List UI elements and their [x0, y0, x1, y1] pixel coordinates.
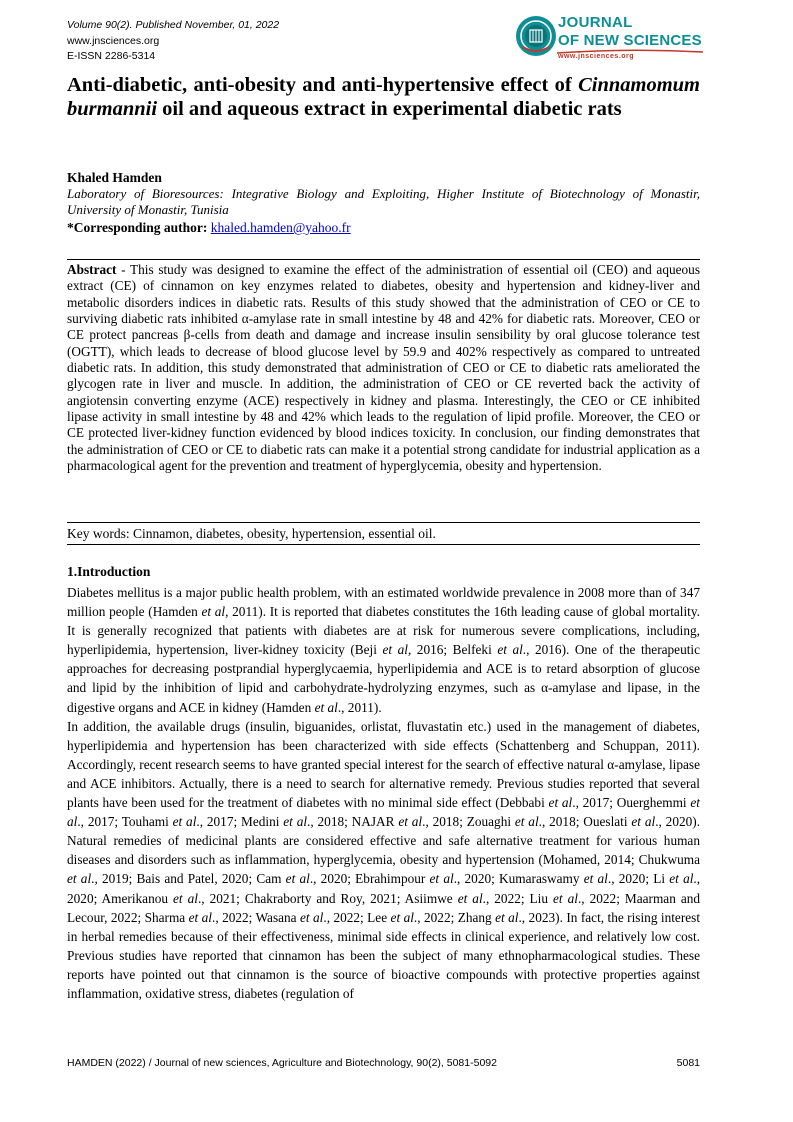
logo-url: www.jnsciences.org — [558, 53, 635, 60]
abstract-label: Abstract — [67, 262, 117, 277]
author-email-link[interactable]: khaled.hamden@yahoo.fr — [210, 220, 351, 235]
paragraph-2: In addition, the available drugs (insulin, biguanides, orlistat, fluvastatin etc.) used in the management of diabetes, hyperlipidemia and hypertension has been characterized with side effects (Schattenberg and Schuppan, 2011). Accordingly, recent research seems to have granted special interest for the search of effective natural α-amylase, lipase and ACE inhibitors. Actually, there is a need to search for alternative remedy. Previous studies reported that several plants have been used for the treatment of diabetes with no minimal side effect (Debbabi et al., 2017; Ouerghemmi et al., 2017; Touhami et al., 2017; Medini et al., 2018; NAJAR et al., 2018; Zouaghi et al., 2018; Oueslati et al., 2020). Natural remedies of medicinal plants are considered effective and safe alternative treatment for various human diseases and disorders such as inflammation, hyperglycemia, obesity and hypertension (Mohamed, 2014; Chukwuma et al., 2019; Bais and Patel, 2020; Cam et al., 2020; Ebrahimpour et al., 2020; Kumaraswamy et al., 2020; Li et al., 2020; Amerikanou et al., 2021; Chakraborty and Roy, 2021; Asiimwe et al., 2022; Liu et al., 2022; Maarman and Lecour, 2022; Sharma et al., 2022; Wasana et al., 2022; Lee et al., 2022; Zhang et al., 2023). In fact, the rising interest in herbal remedies because of their effectiveness, minimal side effects in clinical experience, and relatively low cost. Previous studies have reported that cinnamon has been the subject of many ethnopharmacological studies. These reports have pointed out that cinnamon is the source of bioactive compounds with protective properties against inflammation, oxidative stress, diabetes (regulation of — [67, 718, 701, 1001]
title-part-2: oil and aqueous extract in experimental diabetic rats — [162, 98, 622, 120]
corresponding-label: *Corresponding author: — [67, 220, 208, 235]
journal-seal-icon — [515, 15, 557, 57]
journal-logo — [515, 13, 705, 65]
paper-title — [67, 73, 700, 121]
website-line: www.jnsciences.org — [67, 34, 160, 47]
keywords-bottom-rule — [67, 544, 700, 545]
keywords-text: : Cinnamon, diabetes, obesity, hypertension, essential oil. — [125, 526, 436, 541]
title-species: Cinnamomum burmannii — [67, 74, 701, 120]
logo-line-2: OF NEW SCIENCES — [558, 32, 702, 49]
section-heading: 1.Introduction — [67, 564, 151, 579]
title-part-1: Anti-diabetic, anti-obesity and anti-hypertensive effect of — [67, 74, 572, 96]
paragraph-1: Diabetes mellitus is a major public health problem, with an estimated worldwide prevalence in 2008 more than of 347 million people (Hamden et al, 2011). It is reported that diabetes constitutes the 16th leading cause of global mortality. It is generally recognized that patients with diabetes are at risk for numerous severe complications, including, hyperlipidemia, hypertension, liver-kidney toxicity (Beji et al, 2016; Belfeki et al., 2016). One of the therapeutic approaches for decreasing postprandial hyperglycaemia, hyperlipidemia and ACE is to retard absorption of glucose and lipid by the inhibition of lipid and carbohydrate-hydrolyzing enzymes, such as α-amylase and lipase, in the digestive organs and ACE in kidney (Hamden et al., 2011). — [67, 585, 701, 715]
logo-line-1: JOURNAL — [558, 14, 633, 31]
author-affiliation: Laboratory of Bioresources: Integrative Biology and Exploiting, Higher Institute of Biotechnology of Monastir, University of Monastir, Tunisia — [67, 186, 700, 217]
abstract — [67, 262, 700, 474]
keywords — [67, 526, 436, 542]
page-footer — [67, 1057, 700, 1069]
header-meta — [67, 18, 279, 65]
corresponding-author — [67, 220, 351, 236]
introduction-body — [67, 583, 700, 1003]
issn-line: E-ISSN 2286-5314 — [67, 50, 156, 62]
author-name: Khaled Hamden — [67, 170, 162, 185]
abstract-text: - This study was designed to examine the effect of the administration of essential oil (CEO) and aqueous extract (CE) of cinnamon on key enzymes related to diabetes, obesity and hypertension and kidney-liver and metabolic disorders indices in diabetic rats. Results of this study showed that the administration of CEO or CE to surviving diabetic rats inhibited α-amylase rate in small intestine by 48 and 42% for diabetic rats. Moreover, CEO or CE protect pancreas β-cells from death and damage and increase insulin sensibility by oral glucose tolerance test (OGTT), which leads to decrease of blood glucose level by 59.9 and 402% respectively as compared to untreated diabetic rats. In addition, this study demonstrated that administration of CEO or CE to diabetic rats ameliorated the glycogen rate in liver and muscle. In addition, the administration of CEO or CE reverted back the activity of angiotensin converting enzyme (ACE) respectively in kidney and plasma. Interestingly, the CEO or CE inhibited lipase activity in small intestine by 48 and 42% which leads to the regulation of lipid profile. Moreover, the CEO or CE protected liver-kidney function evidenced by blood indices toxicity. In conclusion, our finding demonstrates that the administration of CEO or CE to diabetic rats can make it a potential strong candidate for industrial application as a pharmacological agent for the prevention and treatment of hyperglycemia, obesity and hypertension. — [67, 262, 700, 474]
footer-citation: HAMDEN (2022) / Journal of new sciences, Agriculture and Biotechnology, 90(2), 5081-5092 — [67, 1057, 497, 1069]
volume-line: Volume 90(2). Published November, 01, 2022 — [67, 19, 280, 31]
page-number: 5081 — [676, 1057, 700, 1069]
keywords-top-rule — [67, 522, 700, 523]
abstract-top-rule — [67, 259, 700, 260]
keywords-label: Key words — [67, 526, 126, 541]
